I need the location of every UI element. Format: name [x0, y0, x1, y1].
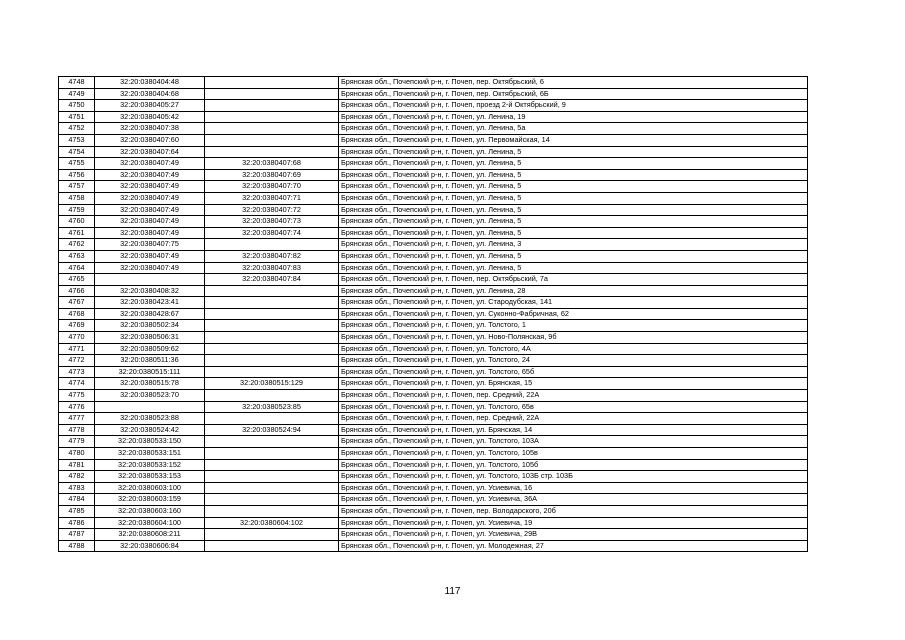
cadastral-number-cell: 32:20:0380533:150: [95, 436, 205, 448]
address-cell: Брянская обл., Почепский р-н, г. Почеп, ул. Ново-Полянская, 9б: [339, 332, 808, 344]
address-cell: Брянская обл., Почепский р-н, г. Почеп, ул. Ленина, 19: [339, 111, 808, 123]
table-row: [59, 378, 808, 390]
table-row: [59, 239, 808, 251]
row-number-cell: 4757: [59, 181, 95, 193]
address-cell: Брянская обл., Почепский р-н, г. Почеп, ул. Толстого, 103Б стр. 103Б: [339, 471, 808, 483]
cadastral-number-cell: 32:20:0380407:49: [95, 227, 205, 239]
related-cadastral-number-cell: [205, 355, 339, 367]
cadastral-number-cell: 32:20:0380608:211: [95, 529, 205, 541]
table-row: [59, 320, 808, 332]
row-number-cell: 4782: [59, 471, 95, 483]
cadastral-number-cell: 32:20:0380407:49: [95, 250, 205, 262]
cadastral-number-cell: 32:20:0380515:111: [95, 366, 205, 378]
row-number-cell: 4773: [59, 366, 95, 378]
row-number-cell: 4750: [59, 100, 95, 112]
address-cell: Брянская обл., Почепский р-н, г. Почеп, ул. Первомайская, 14: [339, 134, 808, 146]
table-row: [59, 204, 808, 216]
table-row: [59, 158, 808, 170]
row-number-cell: 4766: [59, 285, 95, 297]
row-number-cell: 4785: [59, 505, 95, 517]
related-cadastral-number-cell: 32:20:0380407:68: [205, 158, 339, 170]
row-number-cell: 4778: [59, 424, 95, 436]
address-cell: Брянская обл., Почепский р-н, г. Почеп, ул. Толстого, 24: [339, 355, 808, 367]
related-cadastral-number-cell: [205, 413, 339, 425]
table-row: [59, 262, 808, 274]
table-row: [59, 308, 808, 320]
address-cell: Брянская обл., Почепский р-н, г. Почеп, ул. Толстого, 4А: [339, 343, 808, 355]
cadastral-number-cell: 32:20:0380533:151: [95, 448, 205, 460]
row-number-cell: 4772: [59, 355, 95, 367]
cadastral-number-cell: 32:20:0380407:49: [95, 216, 205, 228]
address-cell: Брянская обл., Почепский р-н, г. Почеп, ул. Ленина, 5: [339, 169, 808, 181]
cadastral-number-cell: 32:20:0380405:42: [95, 111, 205, 123]
registry-table-body: [59, 77, 808, 552]
address-cell: Брянская обл., Почепский р-н, г. Почеп, ул. Суконно-Фабричная, 62: [339, 308, 808, 320]
cadastral-number-cell: 32:20:0380407:49: [95, 181, 205, 193]
cadastral-number-cell: 32:20:0380404:48: [95, 77, 205, 89]
table-row: [59, 77, 808, 89]
related-cadastral-number-cell: 32:20:0380524:94: [205, 424, 339, 436]
table-row: [59, 494, 808, 506]
related-cadastral-number-cell: 32:20:0380407:83: [205, 262, 339, 274]
cadastral-number-cell: 32:20:0380408:32: [95, 285, 205, 297]
address-cell: Брянская обл., Почепский р-н, г. Почеп, пер. Октябрьский, 6Б: [339, 88, 808, 100]
table-row: [59, 448, 808, 460]
row-number-cell: 4767: [59, 297, 95, 309]
cadastral-number-cell: 32:20:0380407:49: [95, 204, 205, 216]
cadastral-number-cell: 32:20:0380524:42: [95, 424, 205, 436]
related-cadastral-number-cell: [205, 320, 339, 332]
row-number-cell: 4754: [59, 146, 95, 158]
table-row: [59, 413, 808, 425]
address-cell: Брянская обл., Почепский р-н, г. Почеп, пер. Средний, 22А: [339, 390, 808, 402]
table-row: [59, 366, 808, 378]
table-row: [59, 100, 808, 112]
address-cell: Брянская обл., Почепский р-н, г. Почеп, пер. Октябрьский, 7а: [339, 274, 808, 286]
cadastral-number-cell: 32:20:0380606:84: [95, 540, 205, 552]
table-row: [59, 285, 808, 297]
related-cadastral-number-cell: [205, 308, 339, 320]
row-number-cell: 4751: [59, 111, 95, 123]
row-number-cell: 4752: [59, 123, 95, 135]
related-cadastral-number-cell: 32:20:0380407:84: [205, 274, 339, 286]
table-row: [59, 436, 808, 448]
cadastral-number-cell: 32:20:0380407:38: [95, 123, 205, 135]
cadastral-number-cell: 32:20:0380603:100: [95, 482, 205, 494]
address-cell: Брянская обл., Почепский р-н, г. Почеп, ул. Толстого, 1: [339, 320, 808, 332]
table-row: [59, 390, 808, 402]
related-cadastral-number-cell: [205, 123, 339, 135]
table-row: [59, 227, 808, 239]
cadastral-number-cell: 32:20:0380515:78: [95, 378, 205, 390]
related-cadastral-number-cell: 32:20:0380407:71: [205, 192, 339, 204]
address-cell: Брянская обл., Почепский р-н, г. Почеп, проезд 2-й Октябрьский, 9: [339, 100, 808, 112]
row-number-cell: 4760: [59, 216, 95, 228]
address-cell: Брянская обл., Почепский р-н, г. Почеп, ул. Брянская, 15: [339, 378, 808, 390]
cadastral-number-cell: 32:20:0380407:49: [95, 192, 205, 204]
table-row: [59, 192, 808, 204]
related-cadastral-number-cell: 32:20:0380407:82: [205, 250, 339, 262]
cadastral-number-cell: 32:20:0380502:34: [95, 320, 205, 332]
table-row: [59, 540, 808, 552]
related-cadastral-number-cell: [205, 343, 339, 355]
table-row: [59, 134, 808, 146]
related-cadastral-number-cell: 32:20:0380604:102: [205, 517, 339, 529]
related-cadastral-number-cell: [205, 239, 339, 251]
related-cadastral-number-cell: [205, 111, 339, 123]
cadastral-number-cell: [95, 274, 205, 286]
related-cadastral-number-cell: [205, 482, 339, 494]
related-cadastral-number-cell: [205, 529, 339, 541]
related-cadastral-number-cell: [205, 505, 339, 517]
row-number-cell: 4765: [59, 274, 95, 286]
cadastral-number-cell: 32:20:0380407:64: [95, 146, 205, 158]
address-cell: Брянская обл., Почепский р-н, г. Почеп, ул. Ленина, 3: [339, 239, 808, 251]
related-cadastral-number-cell: 32:20:0380407:70: [205, 181, 339, 193]
row-number-cell: 4775: [59, 390, 95, 402]
table-row: [59, 529, 808, 541]
table-row: [59, 343, 808, 355]
cadastral-number-cell: 32:20:0380533:153: [95, 471, 205, 483]
row-number-cell: 4784: [59, 494, 95, 506]
related-cadastral-number-cell: [205, 88, 339, 100]
table-row: [59, 146, 808, 158]
row-number-cell: 4788: [59, 540, 95, 552]
address-cell: Брянская обл., Почепский р-н, г. Почеп, ул. Толстого, 65в: [339, 401, 808, 413]
page-number: 117: [444, 586, 461, 597]
address-cell: Брянская обл., Почепский р-н, г. Почеп, пер. Октябрьский, 6: [339, 77, 808, 89]
address-cell: Брянская обл., Почепский р-н, г. Почеп, ул. Усиевича, 19: [339, 517, 808, 529]
related-cadastral-number-cell: [205, 146, 339, 158]
row-number-cell: 4779: [59, 436, 95, 448]
cadastral-number-cell: 32:20:0380533:152: [95, 459, 205, 471]
address-cell: Брянская обл., Почепский р-н, г. Почеп, ул. Ленина, 28: [339, 285, 808, 297]
address-cell: Брянская обл., Почепский р-н, г. Почеп, ул. Толстого, 105в: [339, 448, 808, 460]
row-number-cell: 4756: [59, 169, 95, 181]
cadastral-number-cell: 32:20:0380506:31: [95, 332, 205, 344]
related-cadastral-number-cell: [205, 471, 339, 483]
cadastral-number-cell: 32:20:0380603:159: [95, 494, 205, 506]
row-number-cell: 4786: [59, 517, 95, 529]
cadastral-number-cell: 32:20:0380604:100: [95, 517, 205, 529]
row-number-cell: 4764: [59, 262, 95, 274]
row-number-cell: 4787: [59, 529, 95, 541]
table-row: [59, 111, 808, 123]
address-cell: Брянская обл., Почепский р-н, г. Почеп, ул. Молодежная, 27: [339, 540, 808, 552]
address-cell: Брянская обл., Почепский р-н, г. Почеп, ул. Ленина, 5а: [339, 123, 808, 135]
table-row: [59, 123, 808, 135]
related-cadastral-number-cell: [205, 436, 339, 448]
address-cell: Брянская обл., Почепский р-н, г. Почеп, ул. Ленина, 5: [339, 181, 808, 193]
address-cell: Брянская обл., Почепский р-н, г. Почеп, ул. Усиевича, 36А: [339, 494, 808, 506]
address-cell: Брянская обл., Почепский р-н, г. Почеп, ул. Усиевича, 16: [339, 482, 808, 494]
address-cell: Брянская обл., Почепский р-н, г. Почеп, ул. Ленина, 5: [339, 262, 808, 274]
table-row: [59, 355, 808, 367]
related-cadastral-number-cell: 32:20:0380523:85: [205, 401, 339, 413]
address-cell: Брянская обл., Почепский р-н, г. Почеп, ул. Толстого, 105б: [339, 459, 808, 471]
address-cell: Брянская обл., Почепский р-н, г. Почеп, ул. Ленина, 5: [339, 192, 808, 204]
row-number-cell: 4748: [59, 77, 95, 89]
table-row: [59, 482, 808, 494]
row-number-cell: 4761: [59, 227, 95, 239]
row-number-cell: 4763: [59, 250, 95, 262]
table-row: [59, 332, 808, 344]
row-number-cell: 4753: [59, 134, 95, 146]
cadastral-number-cell: 32:20:0380509:62: [95, 343, 205, 355]
table-row: [59, 459, 808, 471]
row-number-cell: 4769: [59, 320, 95, 332]
address-cell: Брянская обл., Почепский р-н, г. Почеп, ул. Ленина, 5: [339, 216, 808, 228]
related-cadastral-number-cell: [205, 390, 339, 402]
cadastral-number-cell: 32:20:0380407:49: [95, 169, 205, 181]
related-cadastral-number-cell: 32:20:0380407:73: [205, 216, 339, 228]
table-row: [59, 274, 808, 286]
address-cell: Брянская обл., Почепский р-н, г. Почеп, ул. Усиевича, 29В: [339, 529, 808, 541]
table-row: [59, 297, 808, 309]
table-row: [59, 88, 808, 100]
related-cadastral-number-cell: 32:20:0380515:129: [205, 378, 339, 390]
row-number-cell: 4749: [59, 88, 95, 100]
table-row: [59, 505, 808, 517]
row-number-cell: 4759: [59, 204, 95, 216]
cadastral-number-cell: 32:20:0380428:67: [95, 308, 205, 320]
address-cell: Брянская обл., Почепский р-н, г. Почеп, ул. Толстого, 103А: [339, 436, 808, 448]
cadastral-number-cell: 32:20:0380404:68: [95, 88, 205, 100]
related-cadastral-number-cell: [205, 459, 339, 471]
cadastral-number-cell: 32:20:0380423:41: [95, 297, 205, 309]
cadastral-number-cell: 32:20:0380511:36: [95, 355, 205, 367]
related-cadastral-number-cell: [205, 285, 339, 297]
address-cell: Брянская обл., Почепский р-н, г. Почеп, пер. Володарского, 20б: [339, 505, 808, 517]
address-cell: Брянская обл., Почепский р-н, г. Почеп, ул. Толстого, 65б: [339, 366, 808, 378]
table-row: [59, 424, 808, 436]
row-number-cell: 4758: [59, 192, 95, 204]
cadastral-number-cell: 32:20:0380405:27: [95, 100, 205, 112]
related-cadastral-number-cell: [205, 448, 339, 460]
related-cadastral-number-cell: [205, 332, 339, 344]
cadastral-number-cell: [95, 401, 205, 413]
related-cadastral-number-cell: [205, 366, 339, 378]
cadastral-number-cell: 32:20:0380407:75: [95, 239, 205, 251]
related-cadastral-number-cell: [205, 297, 339, 309]
cadastral-number-cell: 32:20:0380407:49: [95, 262, 205, 274]
related-cadastral-number-cell: [205, 540, 339, 552]
related-cadastral-number-cell: [205, 134, 339, 146]
row-number-cell: 4771: [59, 343, 95, 355]
related-cadastral-number-cell: 32:20:0380407:69: [205, 169, 339, 181]
row-number-cell: 4777: [59, 413, 95, 425]
cadastral-number-cell: 32:20:0380407:60: [95, 134, 205, 146]
address-cell: Брянская обл., Почепский р-н, г. Почеп, пер. Средний, 22А: [339, 413, 808, 425]
row-number-cell: 4783: [59, 482, 95, 494]
cadastral-number-cell: 32:20:0380523:88: [95, 413, 205, 425]
row-number-cell: 4776: [59, 401, 95, 413]
address-cell: Брянская обл., Почепский р-н, г. Почеп, ул. Ленина, 5: [339, 146, 808, 158]
row-number-cell: 4768: [59, 308, 95, 320]
address-cell: Брянская обл., Почепский р-н, г. Почеп, ул. Ленина, 5: [339, 250, 808, 262]
related-cadastral-number-cell: [205, 494, 339, 506]
table-row: [59, 250, 808, 262]
address-cell: Брянская обл., Почепский р-н, г. Почеп, ул. Стародубская, 141: [339, 297, 808, 309]
cadastral-number-cell: 32:20:0380603:160: [95, 505, 205, 517]
cadastral-number-cell: 32:20:0380523:70: [95, 390, 205, 402]
row-number-cell: 4755: [59, 158, 95, 170]
row-number-cell: 4770: [59, 332, 95, 344]
table-row: [59, 216, 808, 228]
registry-table: [58, 76, 808, 552]
table-row: [59, 169, 808, 181]
address-cell: Брянская обл., Почепский р-н, г. Почеп, ул. Ленина, 5: [339, 227, 808, 239]
table-row: [59, 471, 808, 483]
row-number-cell: 4774: [59, 378, 95, 390]
table-row: [59, 401, 808, 413]
table-row: [59, 517, 808, 529]
address-cell: Брянская обл., Почепский р-н, г. Почеп, ул. Ленина, 5: [339, 204, 808, 216]
related-cadastral-number-cell: [205, 100, 339, 112]
row-number-cell: 4780: [59, 448, 95, 460]
row-number-cell: 4781: [59, 459, 95, 471]
table-row: [59, 181, 808, 193]
related-cadastral-number-cell: 32:20:0380407:72: [205, 204, 339, 216]
cadastral-number-cell: 32:20:0380407:49: [95, 158, 205, 170]
address-cell: Брянская обл., Почепский р-н, г. Почеп, ул. Ленина, 5: [339, 158, 808, 170]
related-cadastral-number-cell: 32:20:0380407:74: [205, 227, 339, 239]
address-cell: Брянская обл., Почепский р-н, г. Почеп, ул. Брянская, 14: [339, 424, 808, 436]
row-number-cell: 4762: [59, 239, 95, 251]
related-cadastral-number-cell: [205, 77, 339, 89]
